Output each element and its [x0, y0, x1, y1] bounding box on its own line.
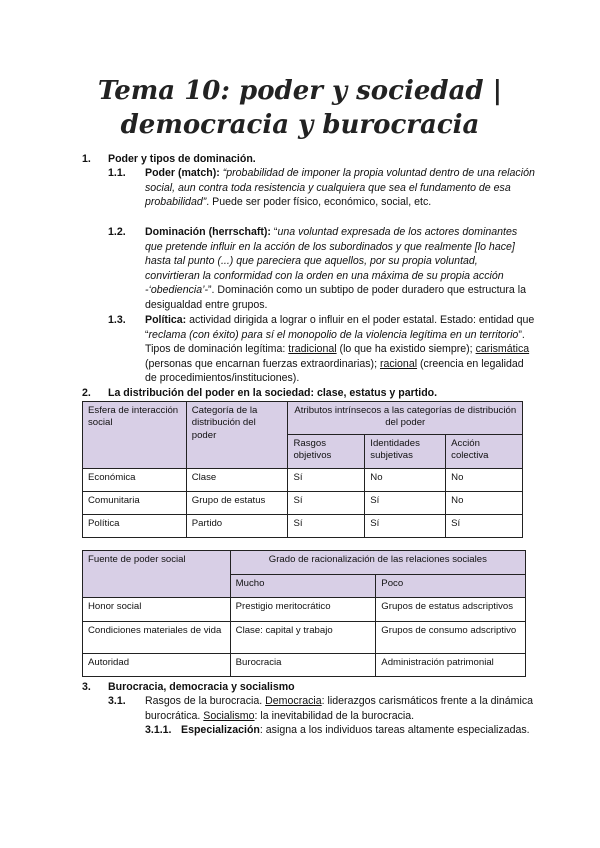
section-1-3-text-2: ”. Tipos de dominación legítima: [145, 328, 525, 356]
section-1-1-number: 1.1. [108, 167, 126, 179]
section-3-1-1-number: 3.1.1. [145, 724, 172, 736]
section-3-1-text-3: : la inevitabilidad de la burocracia. [254, 709, 415, 722]
table-row [83, 598, 526, 622]
section-1-heading: Poder y tipos de dominación. [108, 153, 256, 165]
header-identidades: Identidades subjetivas [365, 435, 446, 469]
table-cell: Sí [288, 469, 365, 492]
section-1-2-quote: una voluntad expresada de los actores dominantes que pretende influir en la acción de los subordinados y que realmente [lo hace] hasta tal punto (...) que pareciera que aquellos, por su propia voluntad, convirtieran la conformidad con la orden en una máxima de su propia acción -‘obediencia’- [145, 226, 518, 297]
table-row [83, 515, 523, 538]
section-1-2-number: 1.2. [108, 226, 126, 238]
section-1-number: 1. [82, 153, 91, 165]
page-title: Tema 10: poder y sociedad | democracia y burocracia [97, 76, 503, 140]
section-2-number: 2. [82, 387, 91, 399]
section-1-2-term: Dominación (herrschaft): [145, 226, 271, 238]
header-accion: Acción colectiva [446, 435, 523, 469]
table-cell: Administración patrimonial [376, 654, 526, 677]
section-3-1-1-paragraph [181, 723, 531, 738]
section-1-2-text: ”. Dominación como un subtipo de poder duradero que estructura la desigualdad entre grupos. [145, 284, 527, 311]
table-row [83, 492, 523, 515]
section-1-1-term: Poder (match): [145, 167, 220, 179]
header-mucho: Mucho [230, 575, 376, 598]
table-cell: Autoridad [83, 654, 231, 677]
table-cell: Política [83, 515, 187, 538]
section-3-1-paragraph [145, 694, 535, 723]
header-rasgos: Rasgos objetivos [288, 435, 365, 469]
section-1-2-paragraph [145, 225, 535, 313]
header-fuente: Fuente de poder social [83, 551, 231, 598]
section-3-heading: Burocracia, democracia y socialismo [108, 681, 295, 693]
header-poco: Poco [376, 575, 526, 598]
header-esfera: Esfera de interacción social [83, 402, 187, 469]
table-cell: Sí [365, 515, 446, 538]
type-tradicional: tradicional [288, 343, 337, 356]
header-grado: Grado de racionalización de las relaciones sociales [230, 551, 525, 575]
section-1-2-open: “ [270, 226, 278, 238]
type-tradicional-desc: (lo que ha existido siempre); [336, 343, 476, 356]
table-cell: Grupos de estatus adscriptivos [376, 598, 526, 622]
section-3-1-1-term: Especialización [181, 724, 260, 736]
header-categoria: Categoría de la distribución del poder [186, 402, 288, 469]
section-3-1-number: 3.1. [108, 695, 126, 707]
section-1-3-text-1: actividad dirigida a lograr o influir en el poder estatal. Estado: entidad que “ [145, 314, 535, 341]
section-1-3-number: 1.3. [108, 314, 126, 326]
type-carismatica: carismática [475, 343, 530, 356]
table-cell: Clase [186, 469, 288, 492]
table-cell: Sí [288, 492, 365, 515]
type-carismatica-desc: (personas que encarnan fuerzas extraordinarias); [145, 357, 380, 370]
table-cell: Condiciones materiales de vida [83, 622, 231, 654]
type-racional-desc: (creencia en legalidad de procedimientos/instituciones). [145, 357, 524, 385]
table-cell: Partido [186, 515, 288, 538]
table-cell: Burocracia [230, 654, 376, 677]
section-3-number: 3. [82, 681, 91, 693]
table-cell: No [365, 469, 446, 492]
table-cell: No [446, 469, 523, 492]
term-socialismo: Socialismo [203, 709, 255, 722]
table-row [83, 469, 523, 492]
table-cell: Sí [446, 515, 523, 538]
section-3-1-text-2: : liderazgos carismáticos frente a la dinámica burocrática. [145, 695, 534, 722]
power-distribution-table [82, 401, 523, 538]
section-1-1-paragraph [145, 166, 535, 210]
section-1-3-paragraph [145, 313, 535, 386]
table-cell: Prestigio meritocrático [230, 598, 376, 622]
header-atributos: Atributos intrínsecos a las categorías de distribución del poder [288, 402, 523, 435]
section-3-1-1-text: : asigna a los individuos tareas altamente especializadas. [259, 724, 530, 736]
table-cell: Comunitaria [83, 492, 187, 515]
table-cell: No [446, 492, 523, 515]
table-cell: Sí [288, 515, 365, 538]
table-cell: Grupos de consumo adscriptivo [376, 622, 526, 654]
table-cell: Grupo de estatus [186, 492, 288, 515]
type-racional: racional [379, 357, 418, 370]
term-democracia: Democracia [265, 695, 322, 707]
social-power-table [82, 550, 526, 677]
table-cell: Sí [365, 492, 446, 515]
table-row [83, 654, 526, 677]
table-cell: Honor social [83, 598, 231, 622]
table-cell: Económica [83, 469, 187, 492]
section-1-3-term: Política: [145, 314, 187, 326]
section-3-1-text-1: Rasgos de la burocracia. [145, 695, 266, 707]
table-cell: Clase: capital y trabajo [230, 622, 376, 654]
section-1-1-quote: “probabilidad de imponer la propia voluntad dentro de una relación social, aun contra toda resistencia y cualquiera que sea el fundamento de esa probabilidad” [145, 167, 535, 209]
table-row [83, 622, 526, 654]
section-2-heading: La distribución del poder en la sociedad: clase, estatus y partido. [108, 387, 438, 399]
section-1-1-text: . Puede ser poder físico, económico, social, etc. [206, 196, 432, 209]
section-1-3-quote: reclama (con éxito) para sí el monopolio de la violencia legítima en un territorio [148, 328, 519, 341]
